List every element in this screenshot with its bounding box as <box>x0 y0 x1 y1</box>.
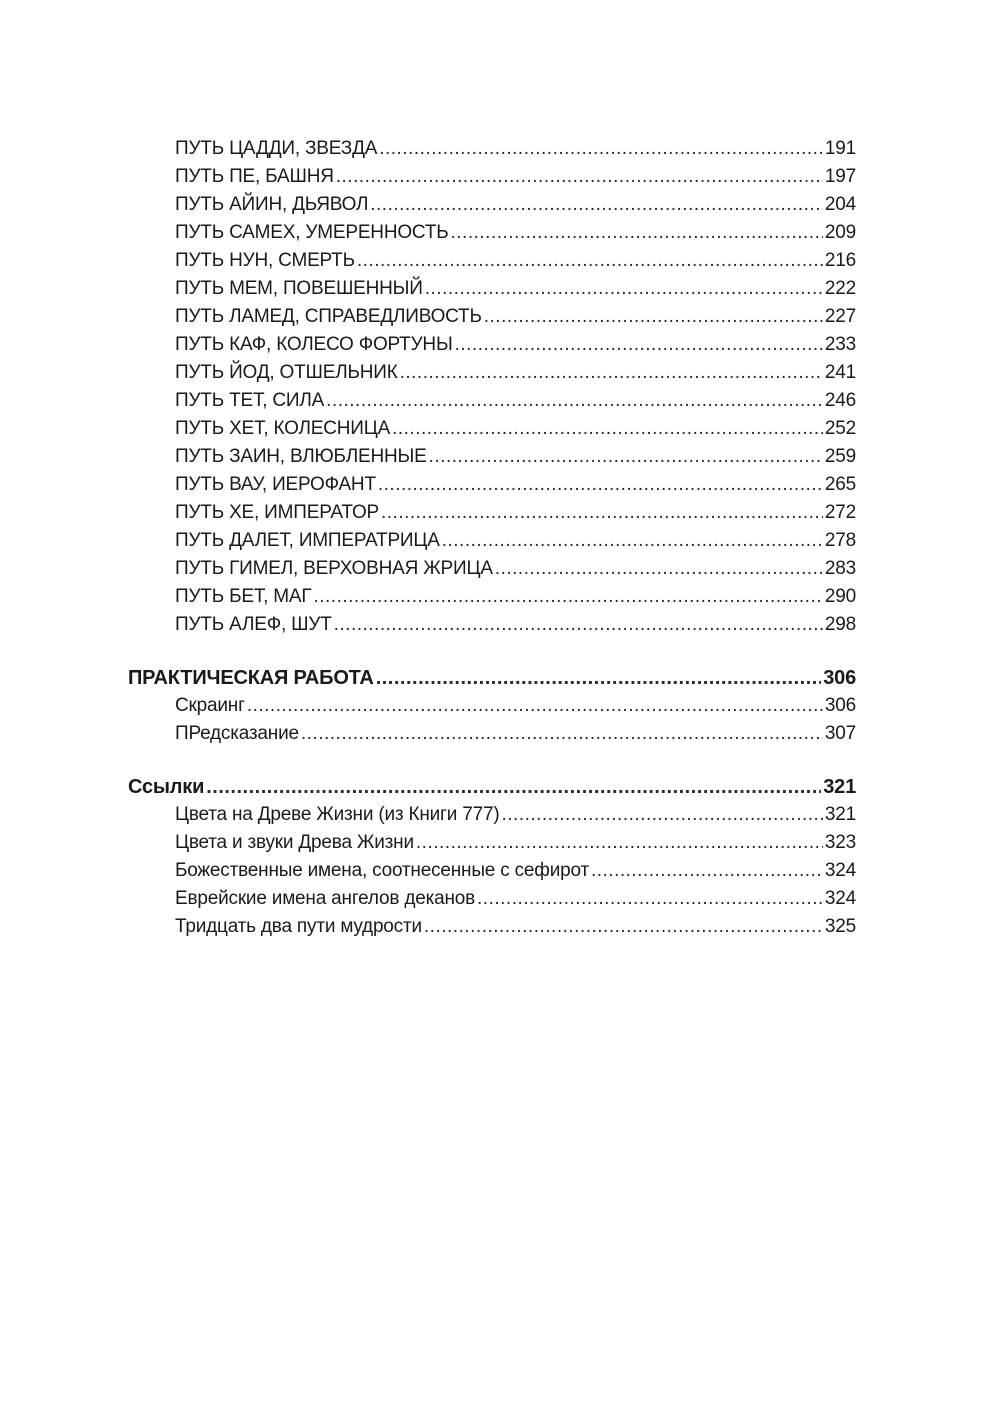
page-number: 321 <box>823 776 856 798</box>
toc-entry[interactable] <box>128 829 856 857</box>
page-number: 325 <box>824 916 856 937</box>
page-number: 278 <box>824 530 856 551</box>
toc-entry[interactable] <box>128 443 856 471</box>
toc-entry[interactable] <box>128 415 856 443</box>
toc-entry[interactable] <box>128 191 856 219</box>
section-heading-references[interactable] <box>128 773 856 801</box>
dot-leader <box>442 527 823 555</box>
page-number: 290 <box>824 586 856 607</box>
toc-entry[interactable] <box>128 135 856 163</box>
dot-leader <box>247 692 823 720</box>
entry-title: ПУТЬ НУН, СМЕРТЬ <box>175 250 355 271</box>
entry-title: ПУТЬ МЕМ, ПОВЕШЕННЫЙ <box>175 278 423 299</box>
page-number: 307 <box>824 723 856 744</box>
page-number: 323 <box>824 832 856 853</box>
page-number: 324 <box>824 888 856 909</box>
page-number: 204 <box>824 194 856 215</box>
entry-title: ПУТЬ ПЕ, БАШНЯ <box>175 166 334 187</box>
dot-leader <box>381 499 823 527</box>
page-number: 252 <box>824 418 856 439</box>
dot-leader <box>313 583 822 611</box>
practical-section <box>128 664 856 748</box>
dot-leader <box>379 135 823 163</box>
toc-entry[interactable] <box>128 857 856 885</box>
section-heading-practical[interactable] <box>128 664 856 692</box>
heading-title: Ссылки <box>128 776 205 798</box>
page-number: 259 <box>824 446 856 467</box>
dot-leader <box>370 191 823 219</box>
page-number: 241 <box>824 362 856 383</box>
dot-leader <box>400 359 823 387</box>
page-number: 209 <box>824 222 856 243</box>
dot-leader <box>416 829 823 857</box>
heading-title: ПРАКТИЧЕСКАЯ РАБОТА <box>128 667 374 689</box>
dot-leader <box>334 611 823 639</box>
toc-entry[interactable] <box>128 471 856 499</box>
entry-title: ПУТЬ ЙОД, ОТШЕЛЬНИК <box>175 362 398 383</box>
toc-entry[interactable] <box>128 527 856 555</box>
entry-title: ПУТЬ ДАЛЕТ, ИМПЕРАТРИЦА <box>175 530 440 551</box>
page-number: 222 <box>824 278 856 299</box>
entry-title: ПУТЬ ТЕТ, СИЛА <box>175 390 325 411</box>
dot-leader <box>591 857 823 885</box>
entry-title: Цвета и звуки Древа Жизни <box>175 832 414 853</box>
page-number: 265 <box>824 474 856 495</box>
entry-title: ПУТЬ АЙИН, ДЬЯВОЛ <box>175 194 369 215</box>
entry-title: Скраинг <box>175 695 245 716</box>
toc-entry[interactable] <box>128 163 856 191</box>
dot-leader <box>336 163 823 191</box>
entry-title: ПУТЬ ХЕТ, КОЛЕСНИЦА <box>175 418 391 439</box>
toc-entry[interactable] <box>128 913 856 941</box>
entry-title: ПУТЬ ЦАДДИ, ЗВЕЗДА <box>175 138 378 159</box>
page-number: 233 <box>824 334 856 355</box>
page-number: 272 <box>824 502 856 523</box>
toc-entry[interactable] <box>128 720 856 748</box>
entry-title: ПУТЬ КАФ, КОЛЕСО ФОРТУНЫ <box>175 334 453 355</box>
dot-leader <box>378 471 823 499</box>
dot-leader <box>455 331 823 359</box>
page-number: 306 <box>823 667 856 689</box>
toc-entry[interactable] <box>128 275 856 303</box>
toc-entry[interactable] <box>128 885 856 913</box>
dot-leader <box>501 801 822 829</box>
page-number: 216 <box>824 250 856 271</box>
toc-entry[interactable] <box>128 692 856 720</box>
toc-entry[interactable] <box>128 303 856 331</box>
page-number: 246 <box>824 390 856 411</box>
entry-title: Тридцать два пути мудрости <box>175 916 422 937</box>
page-number: 321 <box>824 804 856 825</box>
toc-entry[interactable] <box>128 359 856 387</box>
references-section <box>128 773 856 941</box>
page-number: 197 <box>824 166 856 187</box>
entry-title: ПУТЬ ГИМЕЛ, ВЕРХОВНАЯ ЖРИЦА <box>175 558 493 579</box>
entry-title: ПУТЬ ХЕ, ИМПЕРАТОР <box>175 502 379 523</box>
entry-title: ПУТЬ АЛЕФ, ШУТ <box>175 614 332 635</box>
dot-leader <box>425 275 823 303</box>
toc-entry[interactable] <box>128 331 856 359</box>
dot-leader <box>392 415 823 443</box>
paths-section <box>128 135 856 639</box>
dot-leader <box>451 219 823 247</box>
page-number: 227 <box>824 306 856 327</box>
entry-title: ПУТЬ ЗАИН, ВЛЮБЛЕННЫЕ <box>175 446 427 467</box>
toc-entry[interactable] <box>128 247 856 275</box>
entry-title: ПУТЬ БЕТ, МАГ <box>175 586 312 607</box>
dot-leader <box>495 555 823 583</box>
entry-title: ПУТЬ ВАУ, ИЕРОФАНТ <box>175 474 376 495</box>
entry-title: ПУТЬ САМЕХ, УМЕРЕННОСТЬ <box>175 222 449 243</box>
toc-entry[interactable] <box>128 801 856 829</box>
toc-entry[interactable] <box>128 611 856 639</box>
page-number: 324 <box>824 860 856 881</box>
page-number: 283 <box>824 558 856 579</box>
dot-leader <box>484 303 823 331</box>
entry-title: Цвета на Древе Жизни (из Книги 777) <box>175 804 500 825</box>
dot-leader <box>357 247 823 275</box>
table-of-contents <box>128 135 856 941</box>
dot-leader <box>326 387 823 415</box>
toc-entry[interactable] <box>128 387 856 415</box>
entry-title: ПУТЬ ЛАМЕД, СПРАВЕДЛИВОСТЬ <box>175 306 482 327</box>
page-number: 191 <box>824 138 856 159</box>
dot-leader <box>206 773 821 801</box>
entry-title: Божественные имена, соотнесенные с сефирот <box>175 860 589 881</box>
page-number: 306 <box>824 695 856 716</box>
dot-leader <box>429 443 823 471</box>
dot-leader <box>477 885 823 913</box>
toc-entry[interactable] <box>128 219 856 247</box>
toc-entry[interactable] <box>128 555 856 583</box>
toc-entry[interactable] <box>128 583 856 611</box>
entry-title: ПРедсказание <box>175 723 299 744</box>
page-number: 298 <box>824 614 856 635</box>
dot-leader <box>301 720 823 748</box>
dot-leader <box>376 664 822 692</box>
dot-leader <box>424 913 823 941</box>
toc-entry[interactable] <box>128 499 856 527</box>
entry-title: Еврейские имена ангелов деканов <box>175 888 476 909</box>
